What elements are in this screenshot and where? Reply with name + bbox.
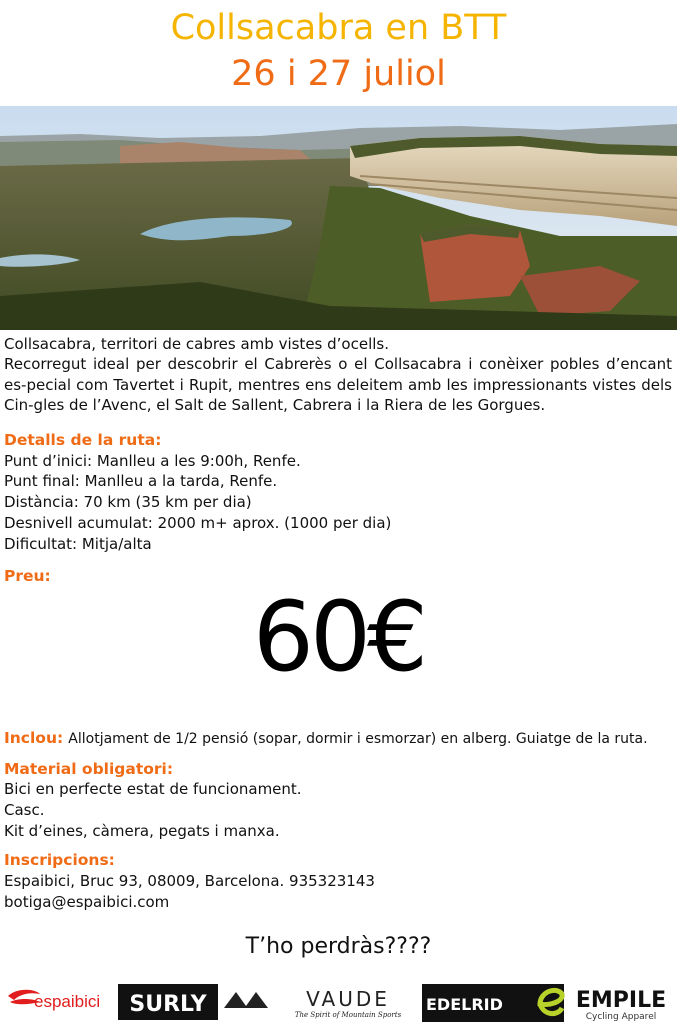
surly-text: SURLY bbox=[129, 992, 207, 1017]
registration-address: Espaibici, Bruc 93, 08009, Barcelona. 935323143 bbox=[4, 872, 375, 890]
detail-difficulty: Dificultat: Mitja/alta bbox=[4, 535, 152, 553]
event-date: 26 i 27 juliol bbox=[231, 54, 446, 94]
detail-distance: Distància: 70 km (35 km per dia) bbox=[4, 493, 252, 511]
detail-end: Punt final: Manlleu a la tarda, Renfe. bbox=[4, 472, 278, 490]
registration-heading: Inscripcions: bbox=[4, 851, 115, 869]
vaude-text: VAUDE bbox=[306, 987, 390, 1011]
empile-tagline: Cycling Apparel bbox=[585, 1012, 657, 1022]
event-title: Collsacabra en BTT bbox=[170, 8, 507, 48]
includes-row bbox=[4, 728, 648, 747]
detail-elevation: Desnivell acumulat: 2000 m+ aprox. (1000 per dia) bbox=[4, 514, 392, 532]
intro-line: Collsacabra, territori de cabres amb vistes d’ocells. bbox=[4, 335, 389, 353]
material-item-bike: Bici en perfecte estat de funcionament. bbox=[4, 780, 302, 798]
material-item-kit: Kit d’eines, càmera, pegats i manxa. bbox=[4, 822, 280, 840]
registration-email[interactable]: botiga@espaibici.com bbox=[4, 893, 170, 911]
material-item-helmet: Casc. bbox=[4, 801, 45, 819]
price-heading: Preu: bbox=[4, 567, 51, 585]
intro-paragraph: Recorregut ideal per descobrir el Cabrerès o el Collsacabra i conèixer pobles d’encant es-pecial com Tavertet i Rupit, mentres ens deleitem amb les impressionants vistes dels Cin-gles de l’Avenc, el Salt de Sallent, Cabrera i la Riera de les Gorgues. bbox=[4, 355, 672, 415]
vaude-tagline: The Spirit of Mountain Sports bbox=[294, 1011, 402, 1019]
vaude-logo bbox=[224, 987, 402, 1019]
call-to-action: T’ho perdràs???? bbox=[245, 934, 432, 959]
includes-heading: Inclou: bbox=[4, 729, 64, 747]
empile-text: EMPILE bbox=[575, 988, 667, 1013]
price-value: 60€ bbox=[252, 581, 425, 693]
material-heading: Material obligatori: bbox=[4, 760, 174, 778]
edelrid-logo bbox=[422, 984, 564, 1022]
sponsor-logos bbox=[0, 978, 677, 1024]
edelrid-text: EDELRID bbox=[426, 995, 503, 1014]
includes-text: Allotjament de 1/2 pensió (sopar, dormir i esmorzar) en alberg. Guiatge de la ruta. bbox=[68, 731, 648, 747]
surly-logo bbox=[118, 984, 218, 1020]
details-heading: Detalls de la ruta: bbox=[4, 431, 162, 449]
espaibici-text: espaibici bbox=[34, 992, 101, 1011]
landscape-photo bbox=[0, 106, 677, 330]
detail-start: Punt d’inici: Manlleu a les 9:00h, Renfe. bbox=[4, 452, 301, 470]
empile-logo bbox=[576, 988, 666, 1022]
espaibici-logo bbox=[8, 990, 100, 1011]
